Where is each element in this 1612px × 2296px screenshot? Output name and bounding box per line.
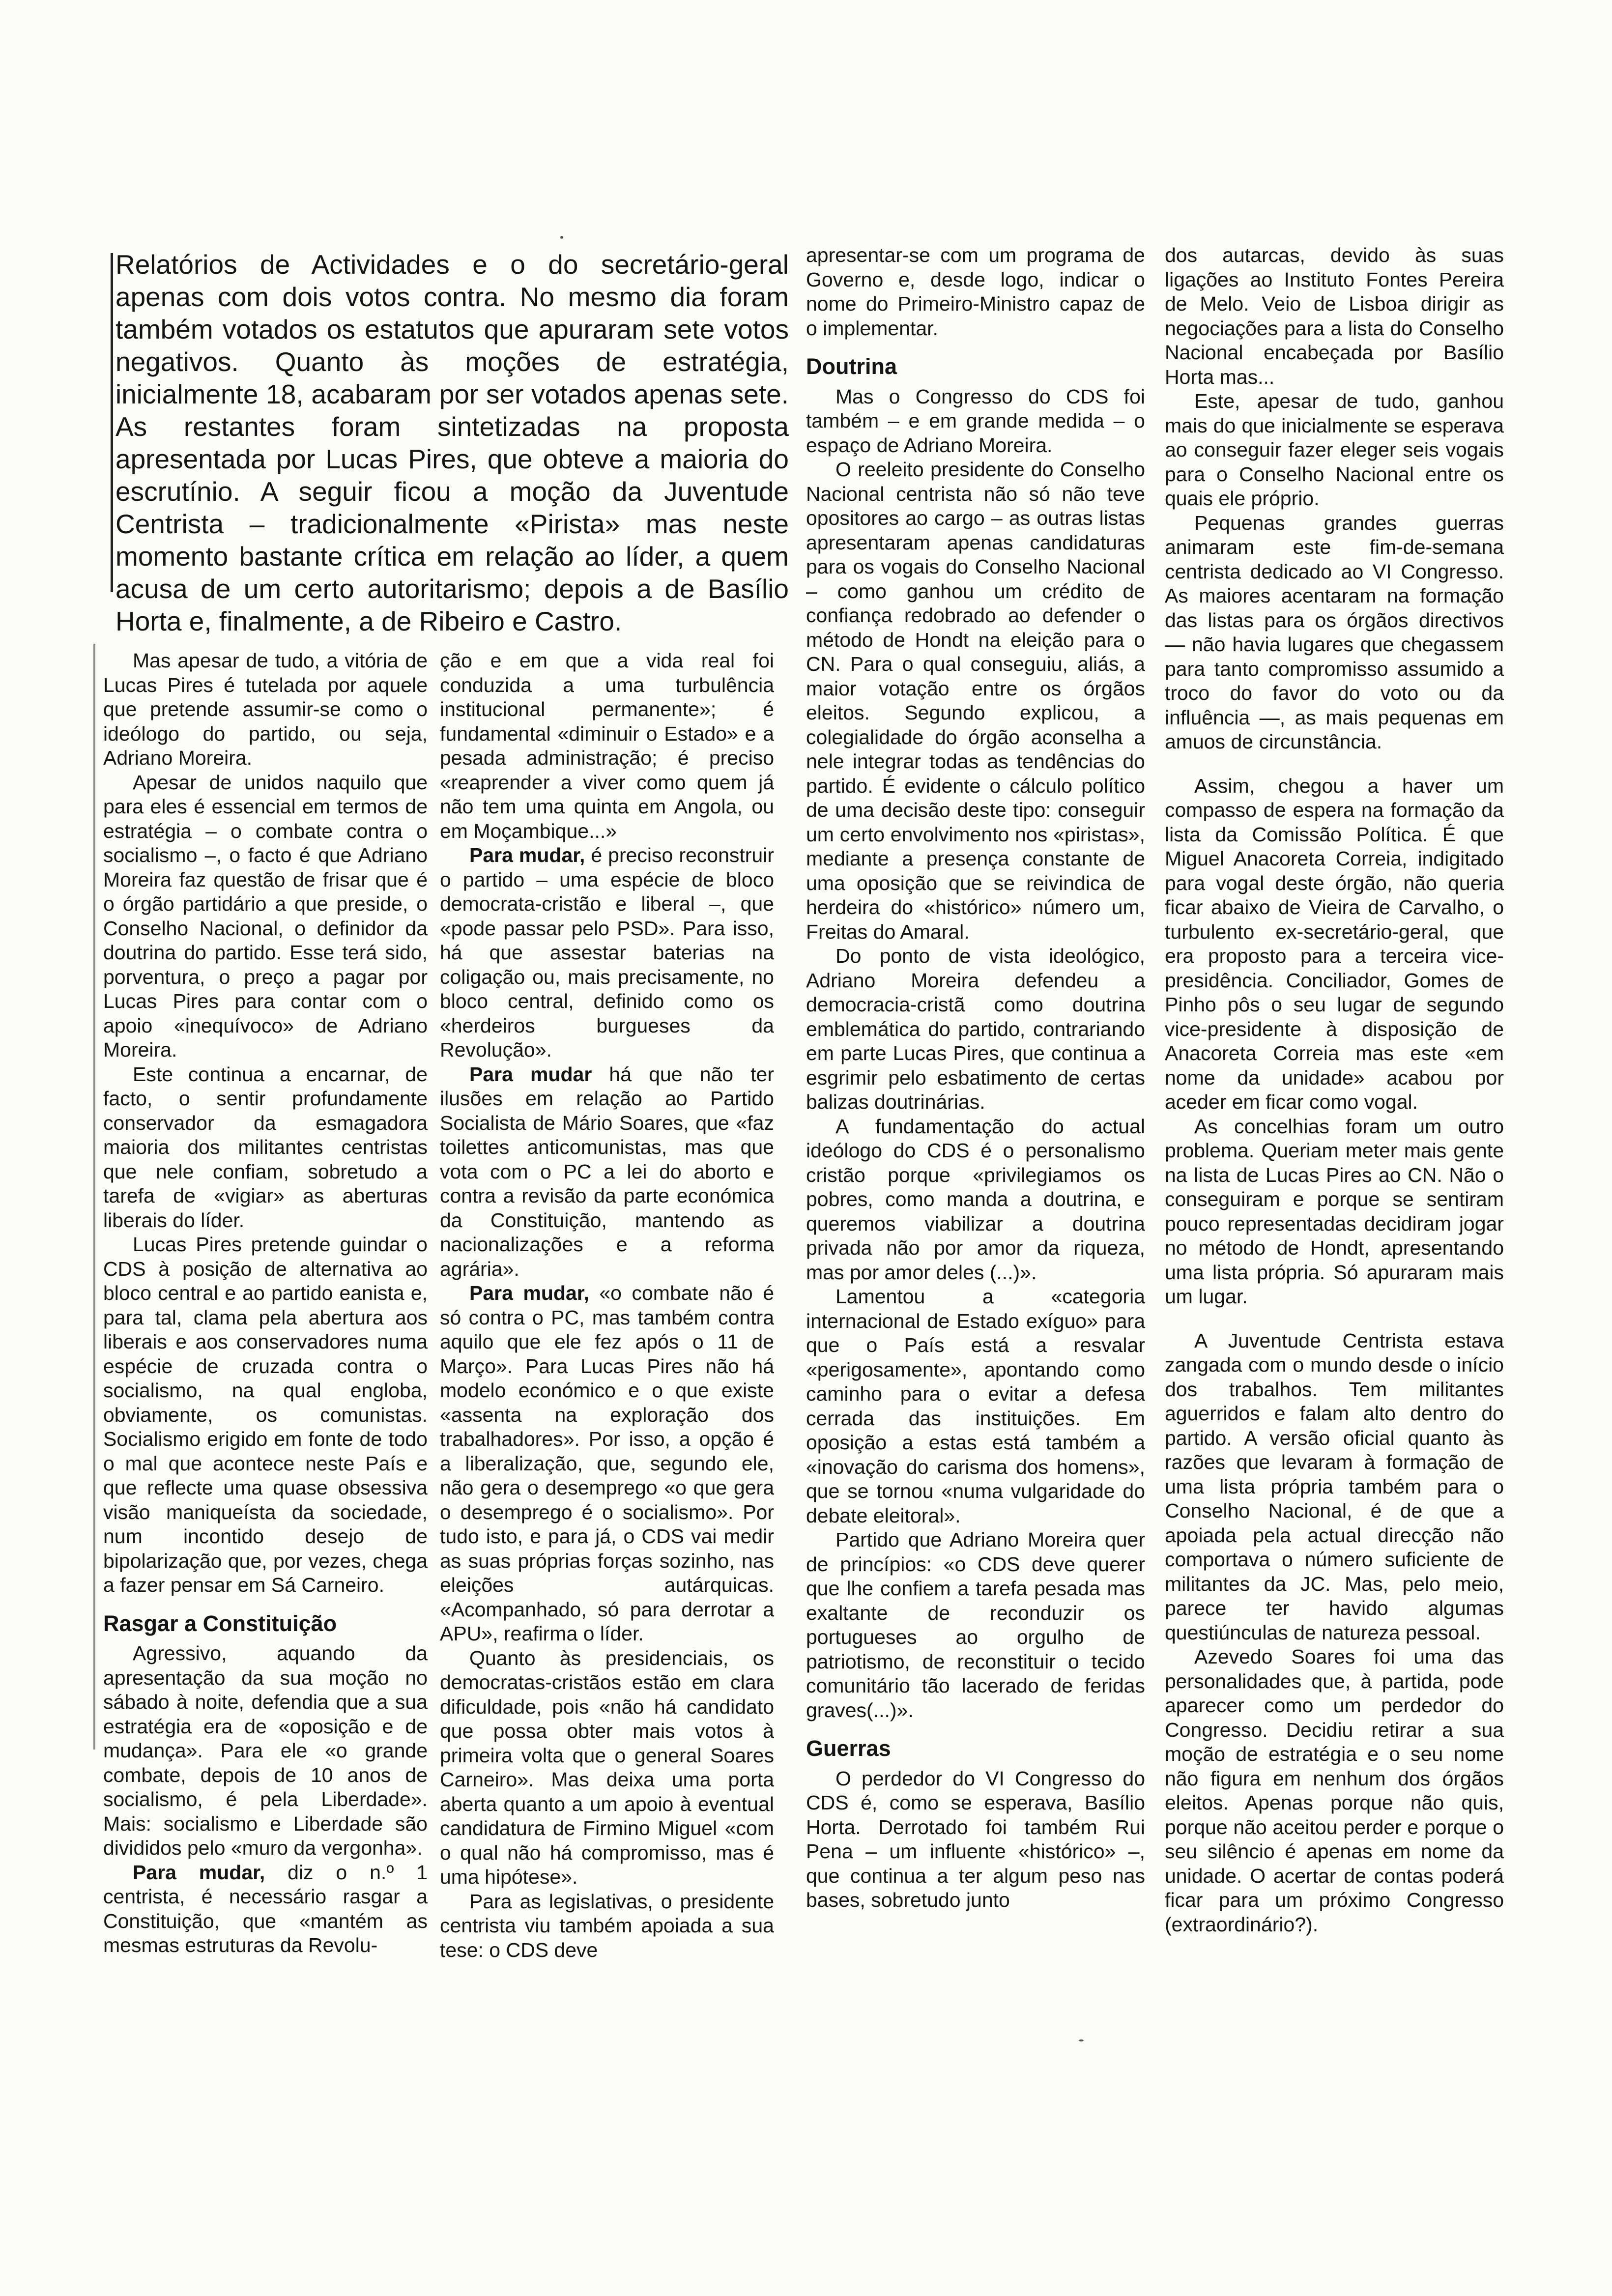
lead-rule [111,253,113,592]
column-4 [1165,243,1504,1937]
paragraph [103,1861,428,1958]
paragraph: O reeleito presidente do Conselho Nacional centrista não só não teve opositores ao cargo – as outras listas apresentaram apenas candidaturas para os vogais do Conselho Nacional – como ganhou um crédito de confiança redobrado ao defender o método de Hondt na eleição para o CN. Para o qual conseguiu, aliás, a maior votação entre os órgãos eleitos. Segundo explicou, a colegialidade do órgão aconselha a nele integrar todas as tendências do partido. É evidente o cálculo político de uma decisão deste tipo: conseguir um certo envolvimento nos «piristas», mediante a presença constante de uma oposição que se reivindica de herdeira do «histórico» número um, Freitas do Amaral. [806,458,1145,943]
paragraph: Lamentou a «categoria internacional de Estado exíguo» para que o País está a resvalar «perigosamente», apontando como caminho para o evitar a defesa cerrada das instituições. Em oposição a estas está também a «inovação do carisma dos homens», que se tornou «numa vulgaridade do debate eleitoral». [806,1285,1145,1527]
paragraph: Azevedo Soares foi uma das personalidades que, à partida, pode aparecer como um perdedor do Congresso. Decidiu retirar a sua moção de estratégia e o seu nome não figura em nenhum dos órgãos eleitos. Apenas porque não quis, porque não aceitou perder e porque o seu silêncio é apenas em nome da unidade. O acertar de contas poderá ficar para um próximo Congresso (extraordinário?). [1165,1645,1504,1936]
paragraph-text: «o combate não é só contra o PC, mas também contra aquilo que ele fez após o 11 de Março». Para Lucas Pires não há modelo económico e o que existe «assenta na exploração dos trabalhadores». Por isso, a opção é a liberalização, que, segundo ele, não gera o desemprego «o que gera o desemprego é o socialismo». Por tudo isto, e para já, o CDS vai medir as suas próprias forças sozinho, nas eleições autárquicas. «Acompanhado, só para derrotar a APU», reafirma o líder. [440,1282,774,1645]
section-heading: Guerras [806,1736,891,1761]
paragraph: Apesar de unidos naquilo que para eles é essencial em termos de estratégia – o combate contra o socialismo –, o facto é que Adriano Moreira faz questão de frisar que é o órgão partidário a que preside, o Conselho Nacional, o definidor da doutrina do partido. Esse terá sido, porventura, o preço a pagar por Lucas Pires para contar com o apoio «inequívoco» de Adriano Moreira. [103,771,428,1061]
paragraph [440,1281,774,1646]
paragraph [440,843,774,1062]
paragraph: Do ponto de vista ideológico, Adriano Moreira defendeu a democracia-cristã como doutrina emblemática do partido, contrariando em parte Lucas Pires, que continua a esgrimir pelo esbatimento de certas balizas doutrinárias. [806,945,1145,1113]
column-1 [103,649,428,1958]
paragraph: ção e em que a vida real foi conduzida a uma turbulência institucional permanente»; é fundamental «diminuir o Estado» e a pesada administração; é preciso «reaprender a viver como quem já não tem uma quinta em Angola, ou em Moçambique...» [440,649,774,842]
paragraph: Pequenas grandes guerras animaram este fim-de-semana centrista dedicado ao VI Congresso. As maiores acentaram na formação das listas para os órgãos directivos — não havia lugares que chegassem para tanto compromisso assumido a troco do favor do voto ou da influência —, as mais pequenas em amuos de circunstância. [1165,511,1504,753]
paragraph-text: é preciso reconstruir o partido – uma espécie de bloco democrata-cristão e liberal –, que «pode passar pelo PSD». Para isso, há que assestar baterias na coligação ou, mais precisamente, no bloco central, definido como os «herdeiros burgueses da Revolução». [440,844,774,1061]
paragraph: Quanto às presidenciais, os democratas-cristãos estão em clara dificuldade, pois «não há candidato que possa obter mais votos à primeira volta que o general Soares Carneiro». Mas deixa uma porta aberta quanto a um apoio à eventual candidatura de Firmino Miguel «com o qual não há compromisso, mas é uma hipótese». [440,1646,774,1888]
kicker: Para mudar, [469,1282,589,1304]
section-heading: Rasgar a Constituição [103,1610,337,1636]
paragraph: A Juventude Centrista estava zangada com o mundo desde o início dos trabalhos. Tem militantes aguerridos e falam alto dentro do partido. A versão oficial quanto às razões que levaram à formação de uma lista própria também para o Conselho Nacional, é de que a apoiada pela actual direcção não comportava o número suficiente de militantes da JC. Mas, pelo meio, parece ter havido algumas questiúnculas de natureza pessoal. [1165,1329,1504,1644]
paragraph-text: há que não ter ilusões em relação ao Partido Socialista de Mário Soares, que «faz toilettes anticomunistas, mas que vota com o PC a lei do aborto e contra a revisão da parte económica da Constituição, mantendo as nacionalizações e a reforma agrária». [440,1062,774,1280]
scan-speck [560,236,563,239]
paragraph: O perdedor do VI Congresso do CDS é, como se esperava, Basílio Horta. Derrotado foi também Rui Pena – um influente «histórico» –, que continua a ter algum peso nas bases, sobretudo junto [806,1767,1145,1911]
paragraph: Mas apesar de tudo, a vitória de Lucas Pires é tutelada por aquele que pretende assumir-se como o ideólogo do partido, ou seja, Adriano Moreira. [103,649,428,769]
lead-paragraph: Relatórios de Actividades e o do secretário-geral apenas com dois votos contra. No mesmo dia foram também votados os estatutos que apuraram sete votos negativos. Quanto às moções de estratégia, inicialmente 18, acabaram por ser votados apenas sete. As restantes foram sintetizadas na proposta apresentada por Lucas Pires, que obteve a maioria do escrutínio. A seguir ficou a moção da Juventude Centrista – tradicionalmente «Pirista» mas neste momento bastante crítica em relação ao líder, a quem acusa de um certo autoritarismo; depois a de Basílio Horta e, finalmente, a de Ribeiro e Castro. [115,249,789,636]
paragraph: As concelhias foram um outro problema. Queriam meter mais gente na lista de Lucas Pires ao CN. Não o conseguiram e porque se sentiram pouco representadas decidiram jogar no método de Hondt, apresentando uma lista própria. Só apuraram mais um lugar. [1165,1115,1504,1308]
column-2 [440,649,774,1962]
paragraph: Agressivo, aquando da apresentação da sua moção no sábado à noite, defendia que a sua estratégia era de «oposição e de mudança». Para ele «o grande combate, depois de 10 anos de socialismo, é pela Liberdade». Mais: socialismo e Liberdade são divididos pelo «muro da vergonha». [103,1642,428,1859]
paragraph: Este, apesar de tudo, ganhou mais do que inicialmente se esperava ao conseguir fazer eleger seis vogais para o Conselho Nacional entre os quais ele próprio. [1165,390,1504,510]
paragraph: A fundamentação do actual ideólogo do CDS é o personalismo cristão porque «privilegiamos os pobres, como manda a doutrina, e queremos viabilizar a doutrina privada não por amor da riqueza, mas por amor deles (...)». [806,1115,1145,1284]
spacer [1165,1309,1504,1329]
paragraph: Mas o Congresso do CDS foi também – e em grande medida – o espaço de Adriano Moreira. [806,385,1145,457]
paragraph [440,1062,774,1282]
section-heading: Doutrina [806,354,897,379]
paragraph: Para as legislativas, o presidente centrista viu também apoiada a sua tese: o CDS deve [440,1890,774,1961]
kicker: Para mudar, [469,844,585,866]
paragraph: Partido que Adriano Moreira quer de princípios: «o CDS deve querer que lhe confiem a tarefa pesada mas exaltante de reconduzir os portugueses ao orgulho de patriotismo, de reconstituir o tecido comunitário tão lacerado de feridas graves(...)». [806,1528,1145,1722]
paragraph: dos autarcas, devido às suas ligações ao Instituto Fontes Pereira de Melo. Veio de Lisboa dirigir as negociações para a lista do Conselho Nacional encabeçada por Basílio Horta mas... [1165,244,1504,388]
paragraph-text: diz o n.º 1 centrista, é necessário rasgar a Constituição, que «mantém as mesmas estruturas da Revolu- [103,1861,428,1956]
kicker: Para mudar, [133,1861,265,1884]
paragraph: Assim, chegou a haver um compasso de espera na formação da lista da Comissão Política. É que Miguel Anacoreta Correia, indigitado para vogal deste órgão, não queria ficar abaixo de Vieira de Carvalho, o turbulento ex-secretário-geral, que era proposto para a terceira vice-presidência. Conciliador, Gomes de Pinho pôs o seu lugar de segundo vice-presidente à disposição de Anacoreta Correia mas este «em nome da unidade» acabou por aceder em ficar como vogal. [1165,774,1504,1113]
scan-speck [1079,2039,1084,2041]
kicker: Para mudar [469,1062,592,1086]
column-rule [93,644,95,1750]
spacer [1165,754,1504,774]
paragraph: Este continua a encarnar, de facto, o sentir profundamente conservador da esmagadora maioria dos militantes centristas que nele confiam, sobretudo a tarefa de «vigiar» as aberturas liberais do líder. [103,1062,428,1232]
column-3 [806,243,1145,1913]
paragraph: Lucas Pires pretende guindar o CDS à posição de alternativa ao bloco central e ao partido eanista e, para tal, clama pela abertura aos liberais e aos conservadores numa espécie de cruzada contra o socialismo, na qual engloba, obviamente, os comunistas. Socialismo erigido em fonte de todo o mal que acontece neste País e que reflecte uma quase obsessiva visão maniqueísta da sociedade, num incontido desejo de bipolarização que, por vezes, chega a fazer pensar em Sá Carneiro. [103,1233,428,1596]
paragraph: apresentar-se com um programa de Governo e, desde logo, indicar o nome do Primeiro-Ministro capaz de o implementar. [806,244,1145,340]
